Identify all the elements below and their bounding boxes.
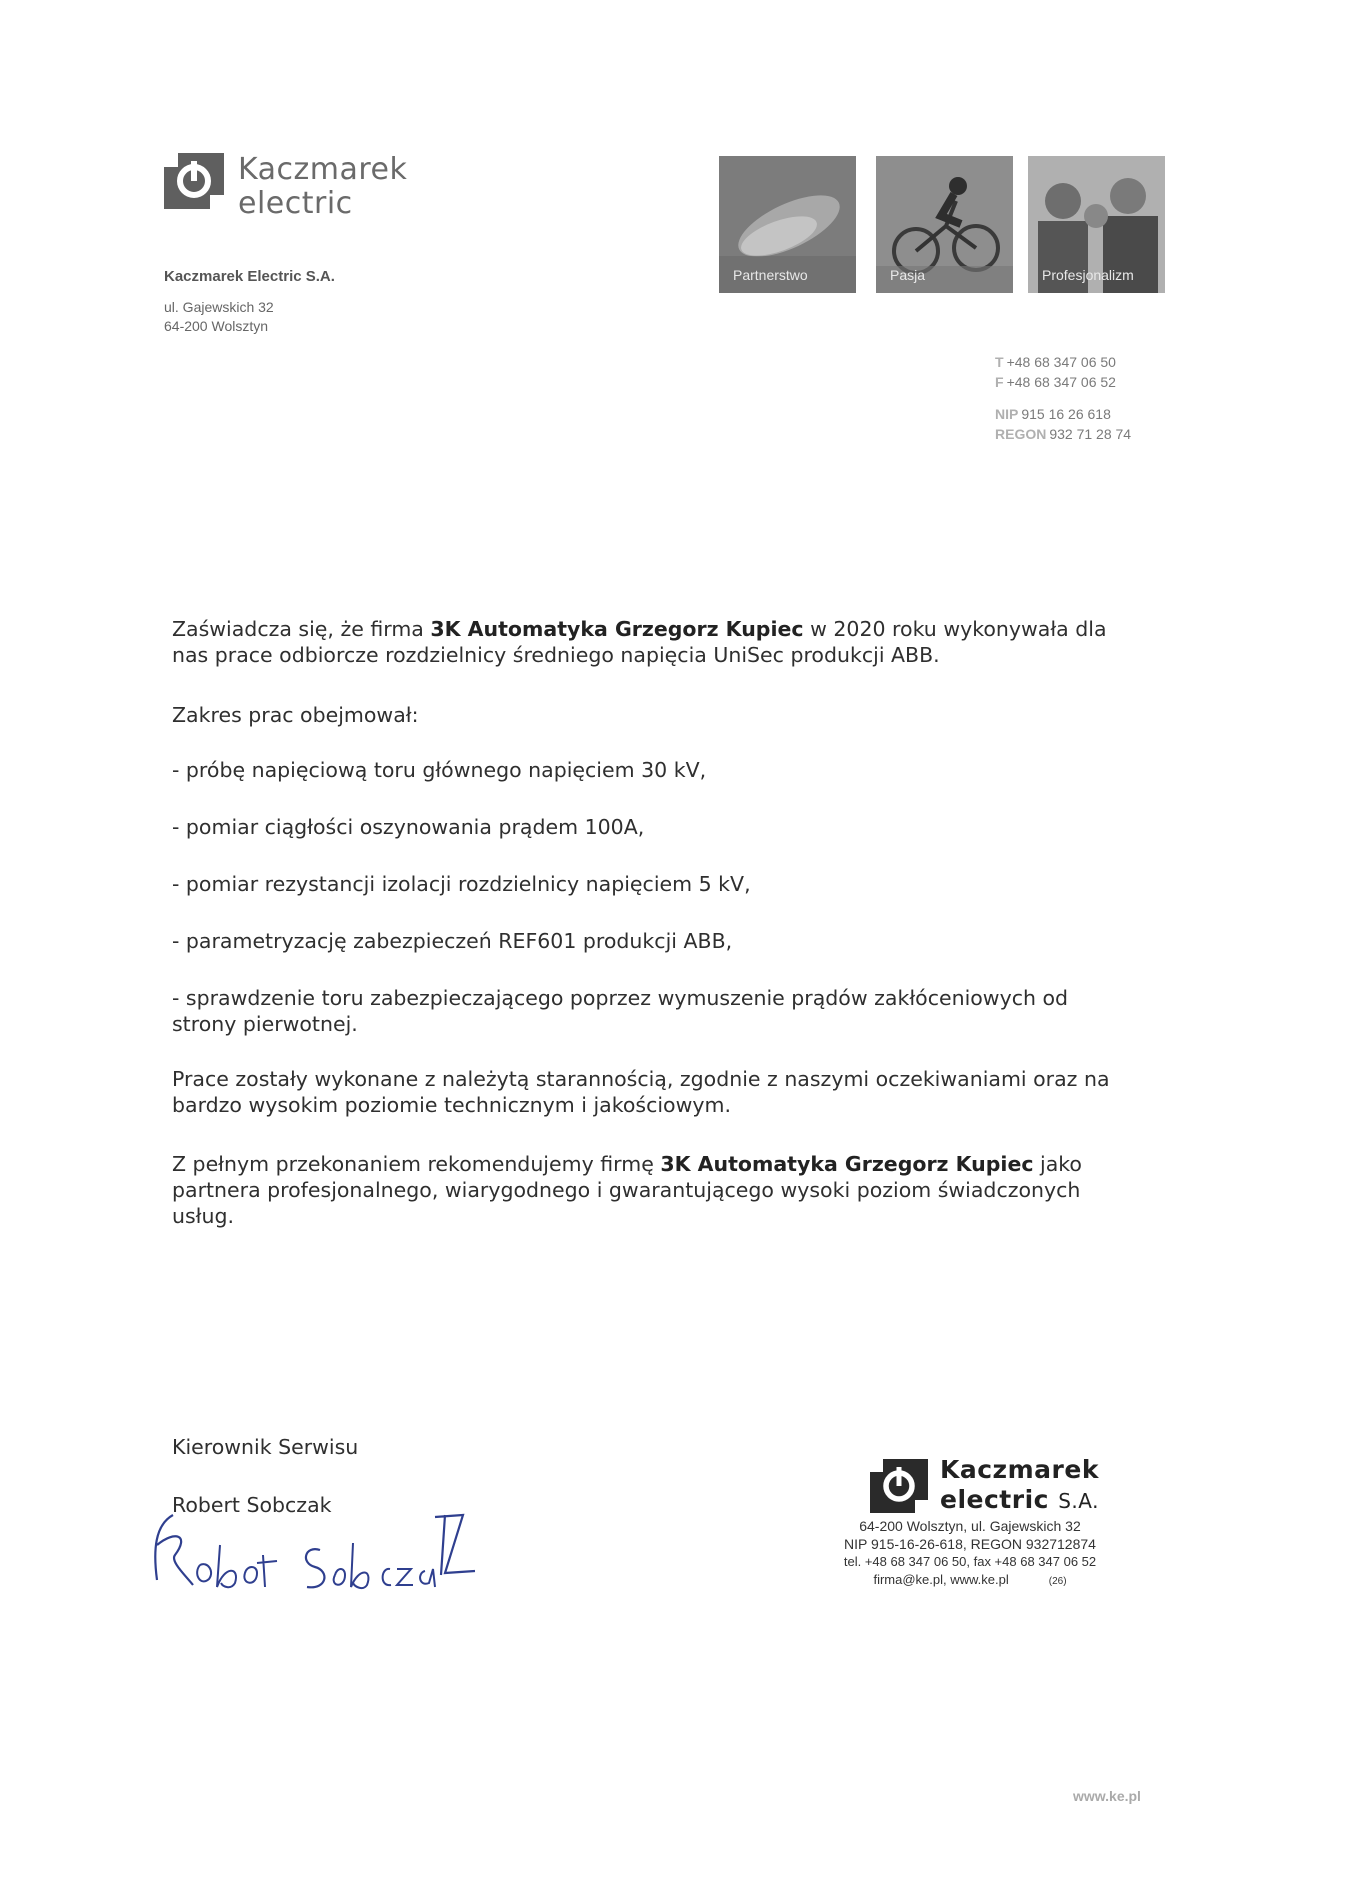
company-name-bold: 3K Automatyka Grzegorz Kupiec bbox=[430, 617, 804, 641]
contact-regon: REGON 932 71 28 74 bbox=[995, 426, 1132, 442]
footer-url: www.ke.pl bbox=[1073, 1788, 1141, 1804]
photo-caption-passion: Pasja bbox=[890, 267, 926, 283]
signatory-name: Robert Sobczak bbox=[172, 1493, 332, 1517]
address-line1: ul. Gajewskich 32 bbox=[164, 299, 274, 315]
contact-block bbox=[995, 352, 1131, 444]
photo-caption-professionalism: Profesjonalizm bbox=[1042, 267, 1134, 283]
stamp-logo-icon bbox=[870, 1459, 928, 1513]
photo-partnership bbox=[719, 156, 856, 293]
company-name-bold: 3K Automatyka Grzegorz Kupiec bbox=[660, 1152, 1034, 1176]
stamp-nip-regon: NIP 915-16-26-618, REGON 932712874 bbox=[844, 1536, 1096, 1552]
logo-line1: Kaczmarek bbox=[238, 152, 408, 187]
contact-nip: NIP 915 16 26 618 bbox=[995, 406, 1111, 422]
paragraph-quality: Prace zostały wykonane z należytą starannością, zgodnie z naszymi oczekiwaniami oraz na bardzo wysokim poziomie technicznym i jakościowym. bbox=[172, 1067, 1110, 1117]
photo-professionalism bbox=[1028, 156, 1165, 293]
logo-line2: electric bbox=[238, 186, 353, 221]
stamp-details bbox=[800, 1517, 1140, 1591]
signatory-role: Kierownik Serwisu bbox=[172, 1435, 359, 1459]
photo-caption-partnership: Partnerstwo bbox=[733, 267, 808, 283]
handwritten-signature bbox=[145, 1495, 485, 1609]
scope-item: - parametryzację zabezpieczeń REF601 produkcji ABB, bbox=[172, 929, 733, 953]
company-logo-text bbox=[238, 153, 407, 221]
stamp-address: 64-200 Wolsztyn, ul. Gajewskich 32 bbox=[859, 1518, 1081, 1534]
address-line2: 64-200 Wolsztyn bbox=[164, 318, 269, 334]
photo-passion bbox=[876, 156, 1013, 293]
stamp-code: (26) bbox=[1048, 1576, 1067, 1587]
scope-item: - pomiar rezystancji izolacji rozdzielnicy napięciem 5 kV, bbox=[172, 872, 751, 896]
contact-phone: T +48 68 347 06 50 bbox=[995, 354, 1116, 370]
stamp-logo-text: Kaczmarek electric S.A. bbox=[940, 1455, 1099, 1514]
paragraph-certification: Zaświadcza się, że firma 3K Automatyka Grzegorz Kupiec w 2020 roku wykonywała dla nas prace odbiorcze rozdzielnicy średniego napięcia UniSec produkcji ABB. bbox=[172, 617, 1107, 667]
paragraph-recommendation: Z pełnym przekonaniem rekomendujemy firmę 3K Automatyka Grzegorz Kupiec jako partnera profesjonalnego, wiarygodnego i gwarantującego wysoki poziom świadczonych usług. bbox=[172, 1152, 1082, 1228]
contact-fax: F +48 68 347 06 52 bbox=[995, 374, 1116, 390]
company-logo-icon bbox=[164, 153, 224, 209]
letter-body bbox=[172, 616, 1132, 668]
scope-intro: Zakres prac obejmował: bbox=[172, 703, 419, 727]
scope-item: - próbę napięciową toru głównego napięciem 30 kV, bbox=[172, 758, 707, 782]
company-address bbox=[164, 298, 274, 336]
stamp-email-www: firma@ke.pl, www.ke.pl (26) bbox=[873, 1572, 1067, 1587]
stamp-phone-fax: tel. +48 68 347 06 50, fax +48 68 347 06 52 bbox=[843, 1554, 1097, 1569]
scope-item: - pomiar ciągłości oszynowania prądem 100A, bbox=[172, 815, 645, 839]
company-name: Kaczmarek Electric S.A. bbox=[164, 268, 335, 285]
scope-item: - sprawdzenie toru zabezpieczającego poprzez wymuszenie prądów zakłóceniowych od strony pierwotnej. bbox=[172, 986, 1069, 1036]
